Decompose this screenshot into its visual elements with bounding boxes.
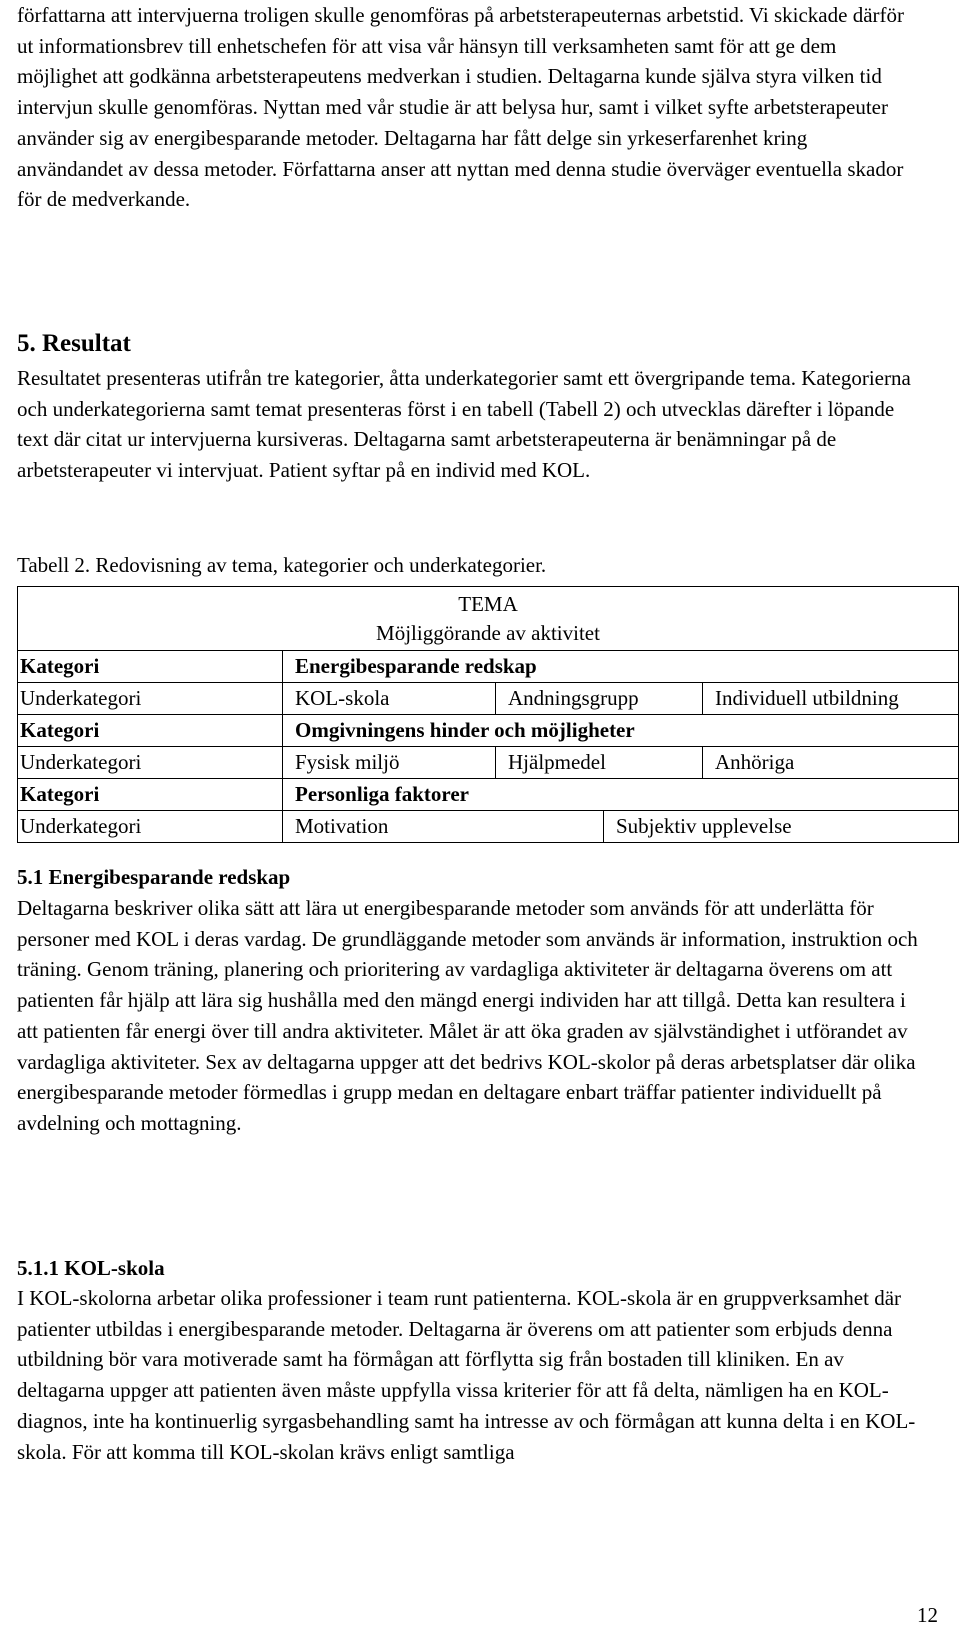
subcategory-cell: Fysisk miljö bbox=[283, 747, 496, 778]
category-name: Personliga faktorer bbox=[295, 782, 469, 806]
table-subcategory-row bbox=[18, 746, 958, 778]
subcategory-cell: Individuell utbildning bbox=[715, 686, 899, 710]
section-5-paragraph: Resultatet presenteras utifrån tre kategorier, åtta underkategorier samt ett övergripande tema. Kategorierna och underkategorierna samt temat presenteras först i en tabell (Tabell 2) och utvecklas därefter i löpande text där citat ur intervjuerna kursiveras. Deltagarna samt arbetsterapeuterna är benämningar på de arbetsterapeuter vi intervjuat. Patient syftar på en individ med KOL. bbox=[17, 366, 911, 483]
theme-value: Möjliggörande av aktivitet bbox=[376, 621, 600, 645]
category-label: Kategori bbox=[18, 715, 283, 746]
subcategory-cell: Anhöriga bbox=[715, 750, 795, 774]
section-5-1-paragraph: Deltagarna beskriver olika sätt att lära ut energibesparande metoder som används för att underlätta för personer med KOL i deras vardag. De grundläggande metoder som används är information, instruktion och träning. Genom träning, planering och prioritering av vardagliga aktiviteter är deltagarna överens om att patienten får hjälp att lära sig hushålla med den mängd energi individen har att tillgå. Detta kan resultera i att patienten får energi över till andra aktiviteter. Målet är att öka graden av självständighet i utförandet av vardagliga aktiviteter. Sex av deltagarna uppger att det bedrivs KOL-skolor på deras arbetsplatser där olika energibesparande metoder förmedlas i grupp medan en deltagare enbart träffar patienter individuellt på avdelning och mottagning. bbox=[17, 896, 918, 1135]
subcategory-cell: Hjälpmedel bbox=[496, 747, 703, 778]
table-category-row bbox=[18, 778, 958, 810]
themes-table bbox=[17, 586, 959, 843]
category-name: Energibesparande redskap bbox=[295, 654, 537, 678]
subcategory-label: Underkategori bbox=[18, 747, 283, 778]
section-5-heading: 5. Resultat bbox=[17, 330, 131, 357]
table-theme-row bbox=[18, 587, 958, 650]
table-category-row bbox=[18, 714, 958, 746]
subcategory-label: Underkategori bbox=[18, 683, 283, 714]
page-number: 12 bbox=[917, 1603, 938, 1627]
section-5-1-1-heading: 5.1.1 KOL-skola bbox=[17, 1256, 165, 1280]
subcategory-cell: KOL-skola bbox=[283, 683, 496, 714]
intro-paragraph: författarna att intervjuerna troligen skulle genomföras på arbetsterapeuternas arbetstid. Vi skickade därför ut informationsbrev till enhetschefen för att visa vår hänsyn till verksamheten samt för att ge dem möjlighet att godkänna arbetsterapeutens medverkan i studien. Deltagarna kunde själva styra vilken tid intervjun skulle genomföras. Nyttan med vår studie är att belysa hur, samt i vilket syfte arbetsterapeuter använder sig av energibesparande metoder. Deltagarna har fått delge sin yrkeserfarenhet kring användandet av dessa metoder. Författarna anser att nyttan med denna studie överväger eventuella skador för de medverkande. bbox=[17, 3, 904, 212]
category-label: Kategori bbox=[18, 651, 283, 682]
table-caption: Tabell 2. Redovisning av tema, kategorier och underkategorier. bbox=[17, 553, 547, 577]
subcategory-cell: Andningsgrupp bbox=[496, 683, 703, 714]
table-subcategory-row bbox=[18, 810, 958, 842]
subcategory-label: Underkategori bbox=[18, 811, 283, 842]
category-label: Kategori bbox=[18, 779, 283, 810]
section-5-1-1-paragraph: I KOL-skolorna arbetar olika professioner i team runt patienterna. KOL-skola är en gruppverksamhet där patienter utbildas i energibesparande metoder. Deltagarna är överens om att patienter som erbjuds denna utbildning bör vara motiverade samt ha förmågan att förflytta sig från bostaden till kliniken. En av deltagarna uppger att patienten även måste uppfylla vissa kriterier för att få delta, nämligen ha en KOL-diagnos, inte ha kontinuerlig syrgasbehandling samt ha intresse av och förmågan att kunna delta i en KOL-skola. För att komma till KOL-skolan krävs enligt samtliga bbox=[17, 1286, 916, 1464]
table-subcategory-row bbox=[18, 682, 958, 714]
section-5-1-heading: 5.1 Energibesparande redskap bbox=[17, 865, 291, 889]
subcategory-cell: Subjektiv upplevelse bbox=[616, 814, 792, 838]
subcategory-cell: Motivation bbox=[283, 811, 604, 842]
category-name: Omgivningens hinder och möjligheter bbox=[295, 718, 635, 742]
theme-label: TEMA bbox=[458, 592, 518, 616]
table-category-row bbox=[18, 650, 958, 682]
